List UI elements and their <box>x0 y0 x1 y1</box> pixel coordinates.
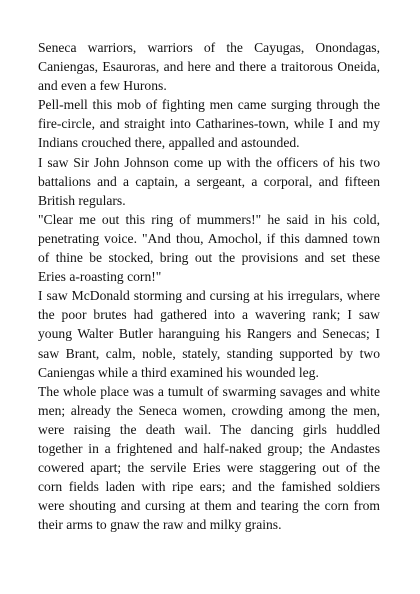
paragraph-6: The whole place was a tumult of swarming savages and white men; already the Seneca women, crowding among the men, were raising the death wail. The dancing girls huddled together in a frightened and half-naked group; the Andastes cowered apart; the servile Eries were staggering out of the corn fields laden with ripe ears; and the famished soldiers were shouting and cursing at them and tearing the corn from their arms to gnaw the raw and milky grains. <box>38 383 380 533</box>
paragraph-5: I saw McDonald storming and cursing at his irregulars, where the poor brutes had gathered into a wavering rank; I saw young Walter Butler haranguing his Rangers and Senecas; I saw Brant, calm, noble, stately, standing supported by two Caniengas while a third examined his wounded leg. <box>38 288 380 380</box>
paragraph-1: Seneca warriors, warriors of the Cayugas, Onondagas, Caniengas, Esauroras, and here and there a traitorous Oneida, and even a few Hurons. <box>38 40 380 94</box>
paragraph-2: Pell-mell this mob of fighting men came surging through the fire-circle, and straight into Catharines-town, while I and my Indians crouched there, appalled and astounded. <box>38 97 380 151</box>
paragraph-4: "Clear me out this ring of mummers!" he said in his cold, penetrating voice. "And thou, Amochol, if this damned town of thine be stocked, bring out the provisions and set these Eries a-roasting corn!" <box>38 211 380 285</box>
page-body <box>38 38 380 534</box>
paragraph-3: I saw Sir John Johnson come up with the officers of his two battalions and a captain, a sergeant, a corporal, and fifteen British regulars. <box>38 154 380 208</box>
